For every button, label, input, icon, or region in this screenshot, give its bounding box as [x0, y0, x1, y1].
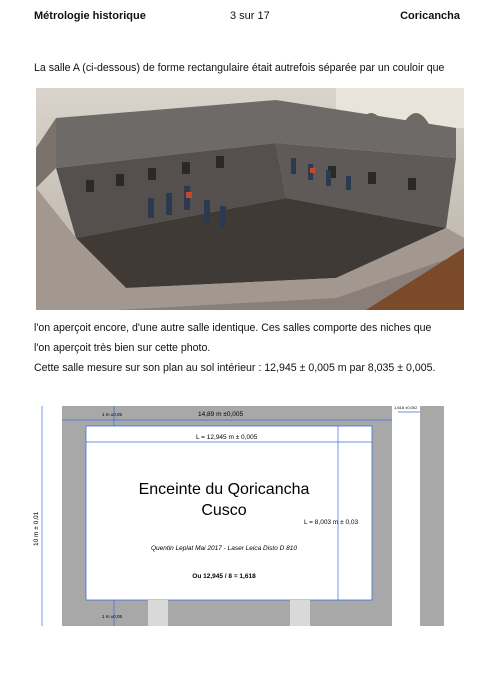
page-number: 3 sur 17: [230, 10, 270, 22]
paragraph-intro: La salle A (ci-dessous) de forme rectangulaire était autrefois séparée par un couloir que: [34, 62, 445, 74]
paragraph-niches: l'on aperçoit très bien sur cette photo.: [34, 342, 211, 354]
plan-title: Enceinte du Qoricancha: [138, 481, 310, 498]
room-photo: [36, 88, 464, 310]
wall-bottom-label: 1 m ±0,05: [102, 614, 122, 619]
plan-credit: Quentin Leplat Mai 2017 - Laser Leica Disto D 810: [151, 545, 297, 552]
floor-plan-diagram: [28, 398, 458, 638]
wall-top-label: 1 m ±0,05: [102, 412, 122, 417]
header-right: Coricancha: [400, 10, 460, 22]
plan-ratio: Ou 12,945 / 8 = 1,618: [192, 573, 256, 580]
top-width-label: 14,89 m ±0,005: [198, 411, 244, 418]
side-wall: [420, 406, 444, 626]
plan-subtitle: Cusco: [201, 502, 247, 519]
paragraph-measure: Cette salle mesure sur son plan au sol intérieur : 12,945 ± 0,005 m par 8,035 ± 0,005.: [34, 362, 436, 374]
side-wall-label: 1,618 ±0,002: [394, 405, 418, 410]
inner-width-label: L = 8,003 m ± 0,03: [304, 519, 359, 526]
header-left: Métrologie historique: [34, 10, 146, 22]
inner-length-label: L = 12,945 m ± 0,005: [196, 434, 258, 441]
paragraph-continued: l'on aperçoit encore, d'une autre salle identique. Ces salles comporte des niches que: [34, 322, 432, 334]
height-label: 10 m ± 0,01: [33, 511, 40, 546]
